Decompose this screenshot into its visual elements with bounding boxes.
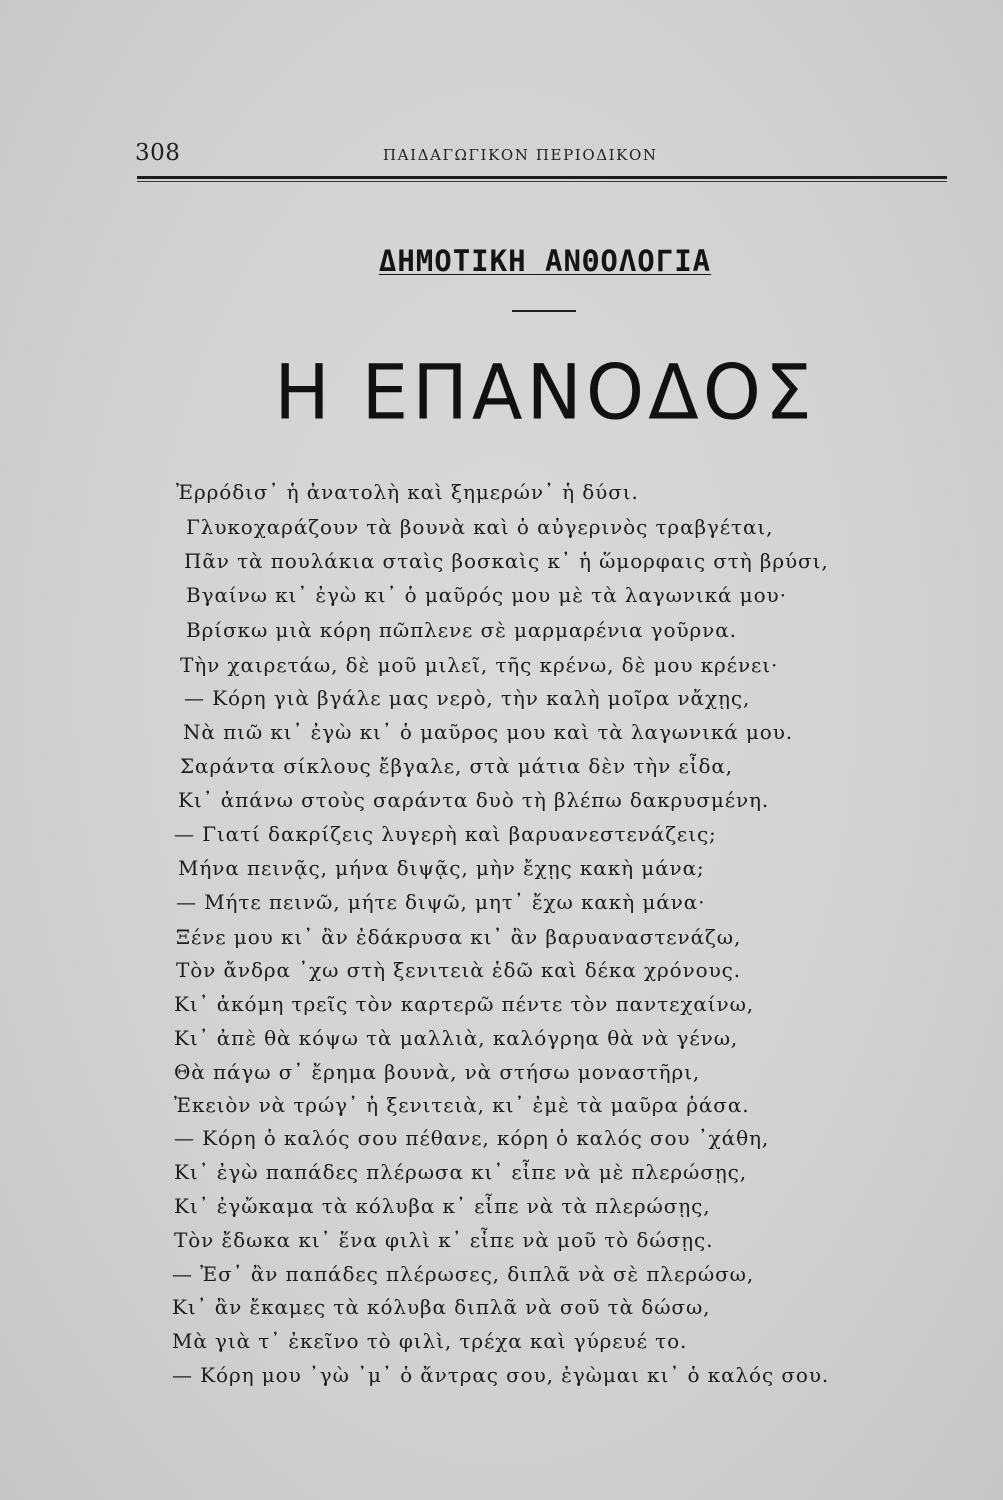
poem-line: — Κόρη ὁ καλός σου πέθανε, κόρη ὁ καλός σου ᾽χάθη, xyxy=(174,1126,770,1150)
running-head: ΠΑΙΔΑΓΩΓΙΚΟΝ ΠΕΡΙΟΔΙΚΟΝ xyxy=(383,146,658,164)
poem-line: — Γιατί δακρίζεις λυγερὴ καὶ βαρυανεστενάζεις; xyxy=(174,822,717,846)
poem-line: — Κόρη γιὰ βγάλε μας νερὸ, τὴν καλὴ μοῖρα νἄχῃς, xyxy=(184,686,751,710)
header-rule-thin xyxy=(137,181,947,182)
title-divider xyxy=(512,310,576,312)
page-header xyxy=(135,140,945,174)
poem-line: Μήνα πεινᾷς, μήνα διψᾷς, μὴν ἔχῃς κακὴ μάνα; xyxy=(178,856,705,880)
poem-line: Βγαίνω κι᾽ ἐγὼ κι᾽ ὁ μαῦρός μου μὲ τὰ λαγωνικά μου· xyxy=(186,583,787,607)
poem-line: Σαράντα σίκλους ἔβγαλε, στὰ μάτια δὲν τὴν εἶδα, xyxy=(180,754,734,778)
poem-title: Η ΕΠΑΝΟΔΟΣ xyxy=(274,348,816,438)
poem-line: Ξένε μου κι᾽ ἂν ἐδάκρυσα κι᾽ ἂν βαρυαναστενάζω, xyxy=(176,925,742,949)
poem-line: Κι᾽ ἂν ἔκαμες τὰ κόλυβα διπλᾶ νὰ σοῦ τὰ δώσω, xyxy=(172,1295,711,1319)
poem-line: Κι᾽ ἀπὲ θὰ κόψω τὰ μαλλιὰ, καλόγρηα θὰ νὰ γένω, xyxy=(174,1026,739,1050)
poem-line: — Κόρη μου ᾽γὼ ᾽μ᾽ ὁ ἄντρας σου, ἐγὼμαι κι᾽ ὁ καλός σου. xyxy=(172,1363,830,1387)
page-number: 308 xyxy=(135,140,181,166)
poem-line: Κι᾽ ἀκόμη τρεῖς τὸν καρτερῶ πέντε τὸν παντεχαίνω, xyxy=(174,992,755,1016)
poem-line: Ἐκειὸν νὰ τρώγ᾽ ἡ ξενιτειὰ, κι᾽ ἐμὲ τὰ μαῦρα ῥάσα. xyxy=(174,1093,750,1117)
poem-line: — Ἐσ᾽ ἂν παπάδες πλέρωσες, διπλᾶ νὰ σὲ πλερώσω, xyxy=(172,1262,755,1286)
header-rule-thick xyxy=(137,176,947,179)
poem-line: Κι᾽ ἐγὤκαμα τὰ κόλυβα κ᾽ εἶπε νὰ τὰ πλερώσῃς, xyxy=(174,1194,711,1218)
poem-line: Τὴν χαιρετάω, δὲ μοῦ μιλεῖ, τῆς κρένω, δὲ μου κρένει· xyxy=(180,653,779,677)
poem-line: Τὸν ἔδωκα κι᾽ ἕνα φιλὶ κ᾽ εἶπε νὰ μοῦ τὸ δώσῃς. xyxy=(174,1228,714,1252)
poem-line: Γλυκοχαράζουν τὰ βουνὰ καὶ ὁ αὐγερινὸς τραβγέται, xyxy=(186,515,774,539)
poem-line: Θὰ πάγω σ᾽ ἔρημα βουνὰ, νὰ στήσω μοναστῆρι, xyxy=(174,1060,701,1084)
poem-line: Μὰ γιὰ τ᾽ ἐκεῖνο τὸ φιλὶ, τρέχα καὶ γύρευέ το. xyxy=(172,1329,688,1353)
poem-line: Κι᾽ ἐγὼ παπάδες πλέρωσα κι᾽ εἶπε νὰ μὲ πλερώσῃς, xyxy=(174,1160,748,1184)
poem-line: Κι᾽ ἀπάνω στοὺς σαράντα δυὸ τὴ βλέπω δακρυσμένη. xyxy=(178,788,770,812)
section-title: ΔΗΜΟΤΙΚΗ ΑΝΘΟΛΟΓΙΑ xyxy=(378,244,712,278)
poem-line: Τὸν ἄνδρα ᾽χω στὴ ξενιτειὰ ἐδῶ καὶ δέκα χρόνους. xyxy=(176,958,742,982)
poem-line: Ἐρρόδισ᾽ ἡ ἀνατολὴ καὶ ξημερών᾽ ἡ δύσι. xyxy=(176,480,639,504)
poem-line: Πᾶν τὰ πουλάκια σταὶς βοσκαὶς κ᾽ ἡ ὥμορφαις στὴ βρύσι, xyxy=(184,549,829,573)
poem-line: Νὰ πιῶ κι᾽ ἐγὼ κι᾽ ὁ μαῦρος μου καὶ τὰ λαγωνικά μου. xyxy=(183,720,794,744)
poem-line: — Μήτε πεινῶ, μήτε διψῶ, μητ᾽ ἔχω κακὴ μάνα· xyxy=(176,890,706,914)
poem-line: Βρίσκω μιὰ κόρη πῶπλενε σὲ μαρμαρένια γοῦρνα. xyxy=(186,618,737,642)
